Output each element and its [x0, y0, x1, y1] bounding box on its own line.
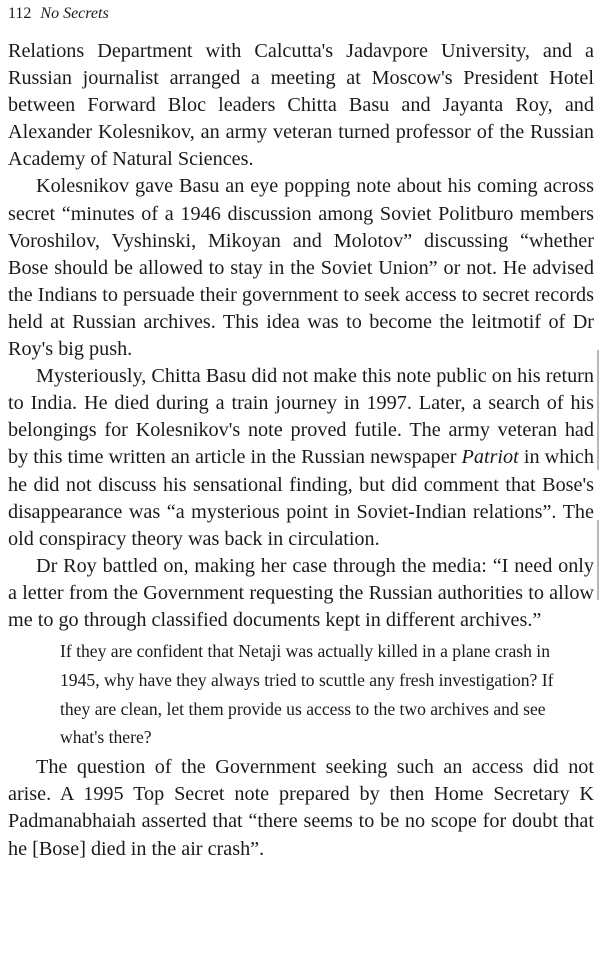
newspaper-title: Patriot [461, 446, 519, 469]
running-head [8, 3, 109, 25]
paragraph-continued: Relations Department with Calcutta's Jadavpore University, and a Russian journalist arranged a meeting at Moscow's President Hotel between Forward Bloc leaders Chitta Basu and Jayanta Roy, and Alexander Kolesnikov, an army veteran turned professor of the Russian Academy of Natural Sciences. [8, 40, 594, 171]
paragraph-kolesnikov-note: Kolesnikov gave Basu an eye popping note about his coming across secret “minutes of a 1946 discussion among Soviet Politburo members Voroshilov, Vyshinski, Mikoyan and Molotov” discussing “whether Bose should be allowed to stay in the Soviet Union” or not. He advised the Indians to persuade their government to seek access to secret records held at Russian archives. This idea was to become the leitmotif of Dr Roy's big push. [8, 175, 594, 361]
scan-edge-shadow [597, 350, 599, 470]
page-number: 112 [8, 5, 32, 22]
book-title: No Secrets [40, 5, 109, 22]
body-text [8, 38, 594, 863]
paragraph-top-secret-note: The question of the Government seeking such an access did not arise. A 1995 Top Secret note prepared by then Home Secretary K Padmanabhaiah asserted that “there seems to be no scope for doubt that he [Bose] died in the air crash”. [8, 756, 594, 860]
paragraph-text-part: Mysteriously, Chitta Basu did not make this note public on his return to India. He died during a train journey in 1997. Later, a search of his belongings for Kolesnikov's note proved futile. The army veteran had by this time written an article in the Russian newspaper [8, 365, 594, 469]
scan-edge-shadow [597, 520, 599, 600]
paragraph-dr-roy: Dr Roy battled on, making her case through the media: “I need only a letter from the Government requesting the Russian authorities to allow me to go through classified documents kept in different archives.” [8, 554, 594, 631]
block-quote: If they are confident that Netaji was actually killed in a plane crash in 1945, why have they always tried to scuttle any fresh investigation? If they are clean, let them provide us access to the two archives and see what's there? [60, 641, 554, 748]
paragraph-text-part: in which he did not discuss his sensational finding, but did comment that Bose's disappearance was “a mysterious point in Soviet-Indian relations”. The old conspiracy theory was back in circulation. [8, 446, 594, 550]
paragraph-chitta-basu [8, 363, 594, 553]
